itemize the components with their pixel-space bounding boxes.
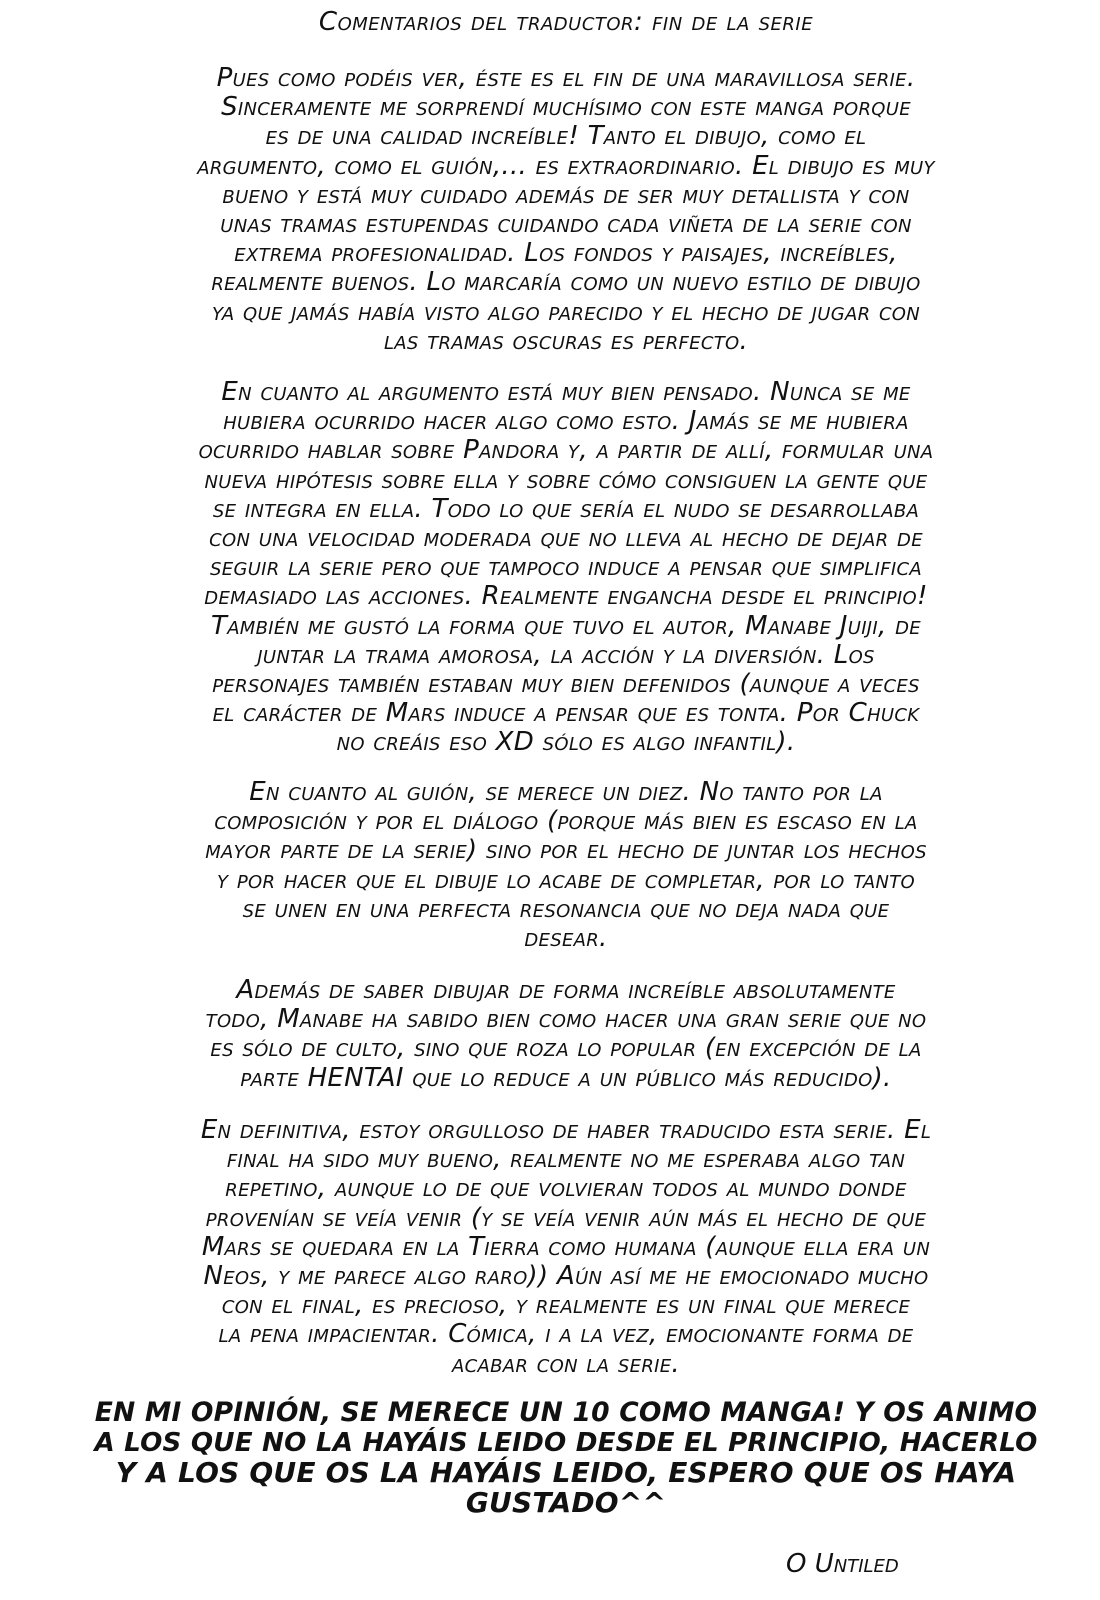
text-line: Además de saber dibujar de forma increíble absolutamente <box>236 975 896 1005</box>
text-line: EN MI OPINIÓN, SE MERECE UN 10 COMO MANGA! Y OS ANIMO <box>94 1397 1038 1428</box>
text-line: realmente buenos. Lo marcaría como un nuevo estilo de dibujo <box>211 267 921 298</box>
text-line: Y A LOS QUE OS LA HAYÁIS LEIDO, ESPERO QUE OS HAYA <box>115 1456 1017 1489</box>
text-line: es sólo de culto, sino que roza lo popular (en excepción de la <box>210 1033 922 1064</box>
translator-notes-page <box>90 0 1042 1600</box>
page-title: Comentarios del traductor: fin de la serie <box>318 7 814 37</box>
text-line: argumento, como el guión,... es extraordinario. El dibujo es muy <box>197 150 935 181</box>
text-line: la pena impacientar. Cómica, i a la vez, emocionante forma de <box>218 1319 914 1350</box>
text-line: nueva hipótesis sobre ella y sobre cómo consiguen la gente que <box>204 464 928 495</box>
text-line: Mars se quedara en la Tierra como humana (aunque ella era un <box>201 1231 931 1262</box>
text-line: el carácter de Mars induce a pensar que es tonta. Por Chuck <box>212 698 920 729</box>
text-line: bueno y está muy cuidado además de ser muy detallista y con <box>222 179 910 210</box>
text-line: unas tramas estupendas cuidando cada viñeta de la serie con <box>220 209 912 240</box>
text-line: En definitiva, estoy orgulloso de haber traducido esta serie. El <box>200 1115 932 1145</box>
text-line: personajes también estaban muy bien defenidos (aunque a veces <box>212 669 920 700</box>
text-line: final ha sido muy bueno, realmente no me esperaba algo tan <box>226 1144 906 1175</box>
text-line: las tramas oscuras es perfecto. <box>383 325 749 356</box>
text-line: repetino, aunque lo de que volvieran todos al mundo donde <box>225 1173 907 1204</box>
text-line: demasiado las acciones. Realmente engancha desde el principio! <box>204 581 928 612</box>
text-line: hubiera ocurrido hacer algo como esto. Jamás se me hubiera <box>223 406 909 437</box>
text-line: seguir la serie pero que tampoco induce a pensar que simplifica <box>210 552 922 583</box>
text-line: ya que jamás había visto algo parecido y el hecho de jugar con <box>211 296 921 327</box>
text-line: En cuanto al guión, se merece un diez. No tanto por la <box>249 777 883 807</box>
text-line: provenían se veía venir (y se veía venir aún más el hecho de que <box>205 1202 927 1233</box>
paragraph-art <box>90 64 1042 356</box>
paragraph-script <box>90 778 1042 953</box>
text-line: acabar con la serie. <box>452 1348 680 1379</box>
text-line: con una velocidad moderada que no lleva al hecho de dejar de <box>209 523 923 554</box>
text-line: juntar la trama amorosa, la acción y la diversión. Los <box>257 639 875 670</box>
paragraph-conclusion <box>90 1116 1042 1379</box>
text-line: con el final, es precioso, y realmente es un final que merece <box>221 1290 911 1321</box>
text-line: no creáis eso XD sólo es algo infantil). <box>336 727 796 758</box>
text-line: todo, Manabe ha sabido bien como hacer una gran serie que no <box>205 1004 927 1035</box>
text-line: composición y por el diálogo (porque más bien es escaso en la <box>214 806 918 837</box>
signature: O Untiled <box>786 1549 899 1579</box>
text-line: y por hacer que el dibuje lo acabe de completar, por lo tanto <box>217 864 915 895</box>
paragraph-author <box>90 976 1042 1093</box>
text-line: ocurrido hablar sobre Pandora y, a partir de allí, formular una <box>198 435 934 466</box>
text-line: Pues como podéis ver, éste es el fin de una maravillosa serie. <box>216 63 916 93</box>
text-line: extrema profesionalidad. Los fondos y paisajes, increíbles, <box>234 238 898 269</box>
text-line: Sinceramente me sorprendí muchísimo con este manga porque <box>221 92 911 123</box>
text-line: se unen en una perfecta resonancia que no deja nada que <box>242 893 890 924</box>
text-line: parte HENTAI que lo reduce a un público más reducido). <box>240 1062 892 1093</box>
text-line: es de una calidad increíble! Tanto el dibujo, como el <box>265 121 867 152</box>
paragraph-plot <box>90 378 1042 758</box>
text-line: En cuanto al argumento está muy bien pensado. Nunca se me <box>221 377 911 407</box>
text-line: Neos, y me parece algo raro)) Aún así me he emocionado mucho <box>203 1261 929 1292</box>
paragraph-opinion <box>90 1398 1042 1518</box>
text-line: También me gustó la forma que tuvo el autor, Manabe Juiji, de <box>211 610 921 641</box>
text-line: se integra en ella. Todo lo que sería el nudo se desarrollaba <box>212 493 920 524</box>
text-line: A LOS QUE NO LA HAYÁIS LEIDO DESDE EL PRINCIPIO, HACERLO <box>94 1428 1038 1458</box>
text-line: mayor parte de la serie) sino por el hecho de juntar los hechos <box>205 835 927 866</box>
text-line: GUSTADO^^ <box>465 1486 667 1519</box>
text-line: desear. <box>524 923 608 954</box>
